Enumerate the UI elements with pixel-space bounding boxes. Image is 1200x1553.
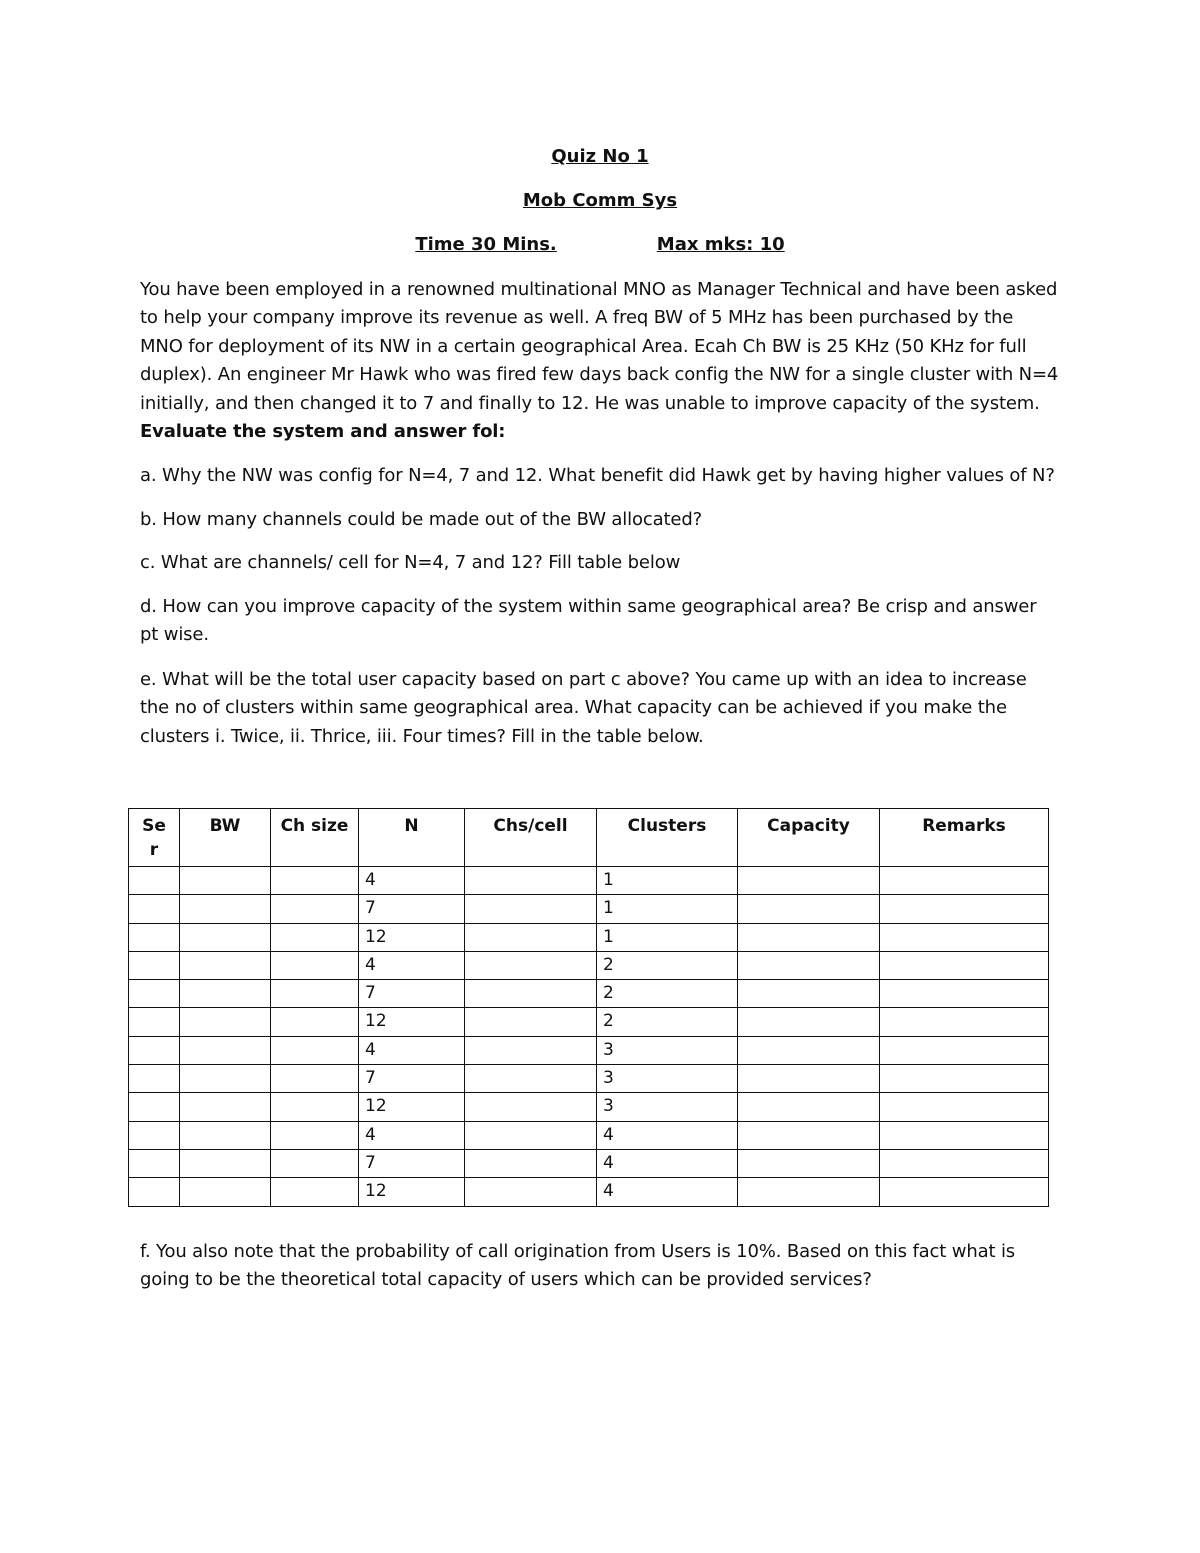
cell-remarks <box>880 1065 1049 1093</box>
cell-n: 4 <box>359 1036 465 1064</box>
cell-bw <box>180 1178 271 1206</box>
cell-ch-size <box>271 1149 359 1177</box>
cell-remarks <box>880 1178 1049 1206</box>
table-row <box>129 1008 1049 1036</box>
cell-ch-size <box>271 867 359 895</box>
time-marks-line <box>0 233 1200 257</box>
cell-remarks <box>880 980 1049 1008</box>
cell-bw <box>180 980 271 1008</box>
cell-bw <box>180 1121 271 1149</box>
cell-ch-size <box>271 1036 359 1064</box>
cell-ch-size <box>271 1121 359 1149</box>
intro-text: You have been employed in a renowned multinational MNO as Manager Technical and have been asked to help your company improve its revenue as well. A freq BW of 5 MHz has been purchased by the MNO for deployment of its NW in a certain geographical Area. Ecah Ch BW is 25 KHz (50 KHz for full duplex). An engineer Mr Hawk who was fired few days back config the NW for a single cluster with N=4 initially, and then changed it to 7 and finally to 12. He was unable to improve capacity of the system. <box>140 279 1059 414</box>
cell-ser <box>129 867 180 895</box>
table-row <box>129 867 1049 895</box>
cell-chs-cell <box>465 980 597 1008</box>
cell-clusters: 4 <box>597 1121 738 1149</box>
cell-ser <box>129 1121 180 1149</box>
cell-clusters: 2 <box>597 980 738 1008</box>
cell-n: 12 <box>359 1093 465 1121</box>
cell-n: 12 <box>359 923 465 951</box>
cell-chs-cell <box>465 951 597 979</box>
table-row <box>129 1093 1049 1121</box>
cell-remarks <box>880 1121 1049 1149</box>
cell-remarks <box>880 1093 1049 1121</box>
cell-ser <box>129 1093 180 1121</box>
cell-ch-size <box>271 1093 359 1121</box>
cell-capacity <box>738 923 880 951</box>
cell-chs-cell <box>465 1149 597 1177</box>
cell-remarks <box>880 923 1049 951</box>
cell-chs-cell <box>465 1178 597 1206</box>
cell-ser <box>129 980 180 1008</box>
cell-chs-cell <box>465 1065 597 1093</box>
subject-title: Mob Comm Sys <box>522 190 678 211</box>
cell-ch-size <box>271 923 359 951</box>
cell-capacity <box>738 951 880 979</box>
intro-instruction: Evaluate the system and answer fol: <box>140 421 506 443</box>
cell-n: 12 <box>359 1178 465 1206</box>
cell-n: 7 <box>359 1149 465 1177</box>
col-header-clusters: Clusters <box>597 809 738 867</box>
table-row <box>129 951 1049 979</box>
table-row <box>129 895 1049 923</box>
cell-n: 4 <box>359 1121 465 1149</box>
cell-ch-size <box>271 1008 359 1036</box>
cell-chs-cell <box>465 1121 597 1149</box>
cell-remarks <box>880 951 1049 979</box>
col-header-capacity: Capacity <box>738 809 880 867</box>
question-a: a. Why the NW was config for N=4, 7 and 12. What benefit did Hawk get by having higher values of N? <box>140 465 1055 486</box>
cell-ser <box>129 1036 180 1064</box>
cell-n: 7 <box>359 895 465 923</box>
table-row <box>129 1036 1049 1064</box>
cell-ch-size <box>271 895 359 923</box>
cell-chs-cell <box>465 1093 597 1121</box>
quiz-title: Quiz No 1 <box>551 146 649 167</box>
cell-clusters: 3 <box>597 1065 738 1093</box>
cell-capacity <box>738 1065 880 1093</box>
cell-clusters: 2 <box>597 951 738 979</box>
cell-chs-cell <box>465 1008 597 1036</box>
cell-ser <box>129 1149 180 1177</box>
question-d: d. How can you improve capacity of the system within same geographical area? Be crisp and answer pt wise. <box>140 596 1037 646</box>
col-header-n: N <box>359 809 465 867</box>
cell-clusters: 3 <box>597 1093 738 1121</box>
table-row <box>129 980 1049 1008</box>
cell-bw <box>180 923 271 951</box>
cell-capacity <box>738 1121 880 1149</box>
cell-bw <box>180 1065 271 1093</box>
cell-clusters: 1 <box>597 867 738 895</box>
intro-paragraph <box>140 276 1060 446</box>
col-header-ch-size: Ch size <box>271 809 359 867</box>
cell-clusters: 1 <box>597 923 738 951</box>
question-c: c. What are channels/ cell for N=4, 7 and 12? Fill table below <box>140 552 681 573</box>
cell-ser <box>129 923 180 951</box>
cell-n: 7 <box>359 1065 465 1093</box>
col-header-remarks: Remarks <box>880 809 1049 867</box>
cell-capacity <box>738 895 880 923</box>
question-f: f. You also note that the probability of call origination from Users is 10%. Based on this fact what is going to be the theoretical total capacity of users which can be provided services? <box>140 1241 1016 1291</box>
cell-ser <box>129 895 180 923</box>
cell-bw <box>180 1008 271 1036</box>
cell-bw <box>180 951 271 979</box>
cell-ser <box>129 1065 180 1093</box>
question-b: b. How many channels could be made out of the BW allocated? <box>140 509 702 530</box>
cell-capacity <box>738 1036 880 1064</box>
cell-ser <box>129 951 180 979</box>
cell-remarks <box>880 867 1049 895</box>
cell-ch-size <box>271 980 359 1008</box>
cell-bw <box>180 1093 271 1121</box>
cell-ser <box>129 1178 180 1206</box>
cell-n: 4 <box>359 951 465 979</box>
cell-chs-cell <box>465 867 597 895</box>
capacity-table <box>128 808 1049 1207</box>
cell-clusters: 2 <box>597 1008 738 1036</box>
col-header-chs-cell: Chs/cell <box>465 809 597 867</box>
table-body <box>129 867 1049 1207</box>
cell-bw <box>180 867 271 895</box>
table-row <box>129 923 1049 951</box>
cell-capacity <box>738 1178 880 1206</box>
cell-bw <box>180 895 271 923</box>
cell-ch-size <box>271 951 359 979</box>
cell-clusters: 1 <box>597 895 738 923</box>
cell-n: 12 <box>359 1008 465 1036</box>
cell-remarks <box>880 1149 1049 1177</box>
max-marks: Max mks: 10 <box>656 234 785 255</box>
cell-n: 4 <box>359 867 465 895</box>
cell-remarks <box>880 895 1049 923</box>
cell-capacity <box>738 1149 880 1177</box>
cell-remarks <box>880 1008 1049 1036</box>
table-row <box>129 1121 1049 1149</box>
cell-n: 7 <box>359 980 465 1008</box>
cell-bw <box>180 1036 271 1064</box>
time-allowed: Time 30 Mins. <box>415 234 557 255</box>
cell-ser <box>129 1008 180 1036</box>
table-row <box>129 1065 1049 1093</box>
table-row <box>129 1178 1049 1206</box>
cell-chs-cell <box>465 923 597 951</box>
cell-chs-cell <box>465 895 597 923</box>
cell-ch-size <box>271 1065 359 1093</box>
cell-capacity <box>738 1093 880 1121</box>
cell-bw <box>180 1149 271 1177</box>
cell-clusters: 4 <box>597 1149 738 1177</box>
table-row <box>129 1149 1049 1177</box>
table-header-row <box>129 809 1049 867</box>
cell-capacity <box>738 1008 880 1036</box>
question-e: e. What will be the total user capacity based on part c above? You came up with an idea to increase the no of clusters within same geographical area. What capacity can be achieved if you make the clusters i. Twice, ii. Thrice, iii. Four times? Fill in the table below. <box>140 669 1027 747</box>
cell-remarks <box>880 1036 1049 1064</box>
col-header-bw: BW <box>180 809 271 867</box>
cell-capacity <box>738 867 880 895</box>
cell-clusters: 4 <box>597 1178 738 1206</box>
cell-capacity <box>738 980 880 1008</box>
cell-chs-cell <box>465 1036 597 1064</box>
cell-clusters: 3 <box>597 1036 738 1064</box>
cell-ch-size <box>271 1178 359 1206</box>
col-header-ser: Se r <box>129 809 180 867</box>
